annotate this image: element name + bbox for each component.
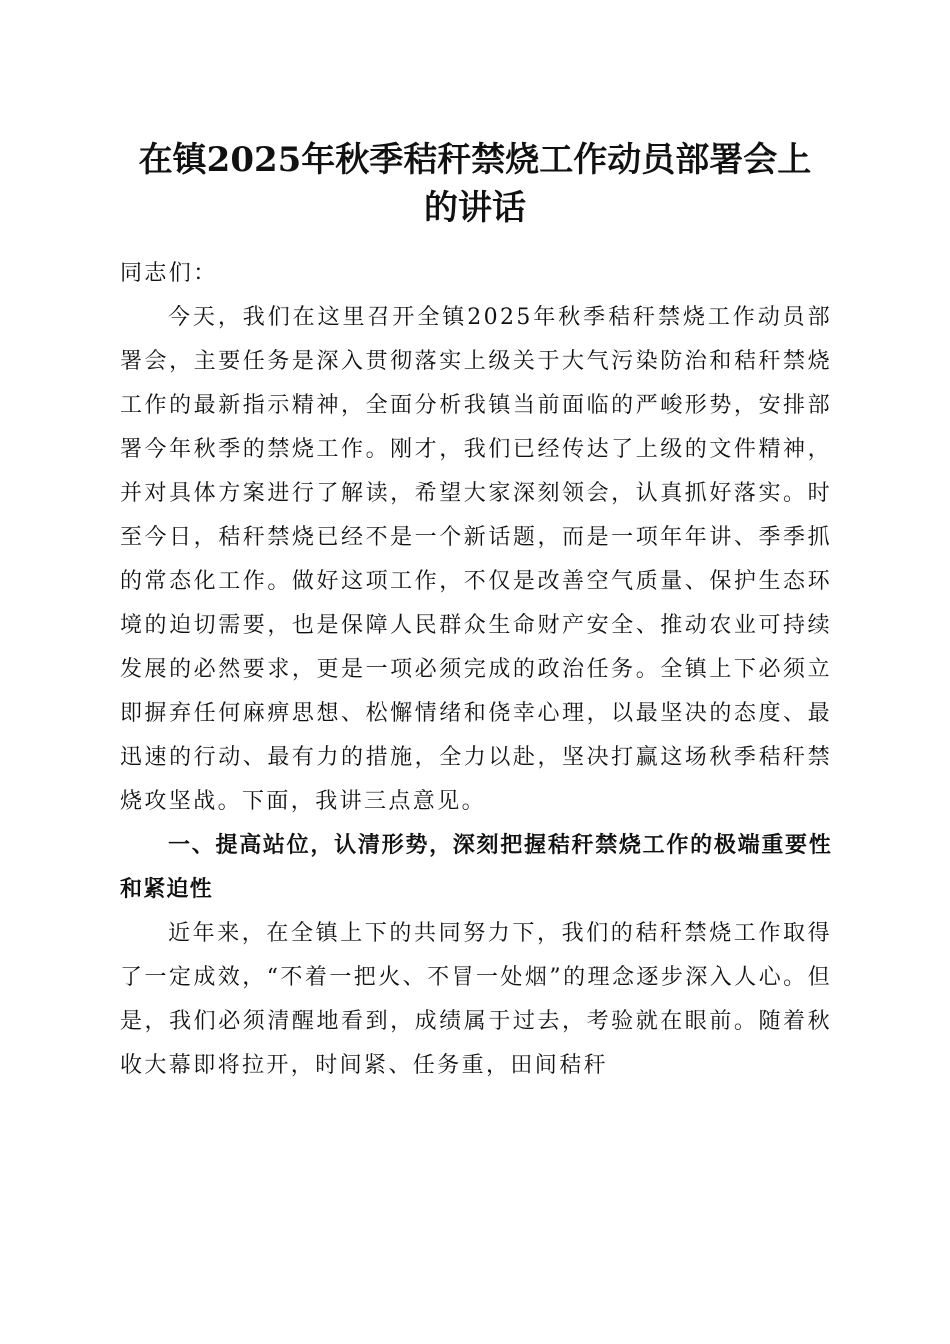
opening-paragraph: 今天，我们在这里召开全镇2025年秋季秸秆禁烧工作动员部署会，主要任务是深入贯彻落实上级关于大气污染防治和秸秆禁烧工作的最新指示精神，全面分析我镇当前面临的严峻形势，安排部署今年秋季的禁烧工作。刚才，我们已经传达了上级的文件精神，并对具体方案进行了解读，希望大家深刻领会，认真抓好落实。时至今日，秸秆禁烧已经不是一个新话题，而是一项年年讲、季季抓的常态化工作。做好这项工作，不仅是改善空气质量、保护生态环境的迫切需要，也是保障人民群众生命财产安全、推动农业可持续发展的必然要求，更是一项必须完成的政治任务。全镇上下必须立即摒弃任何麻痹思想、松懈情绪和侥幸心理，以最坚决的态度、最迅速的行动、最有力的措施，全力以赴，坚决打赢这场秋季秸秆禁烧攻坚战。下面，我讲三点意见。 — [120, 305, 832, 814]
title-line-1: 在镇2025年秋季秸秆禁烧工作动员部署会上 — [138, 140, 812, 180]
title-line-2: 的讲话 — [424, 188, 526, 228]
document-title — [120, 136, 830, 232]
document-body — [120, 252, 832, 1088]
section-heading-1: 一、提高站位，认清形势，深刻把握秸秆禁烧工作的极端重要性和紧迫性 — [120, 833, 832, 902]
salutation: 同志们： — [120, 261, 218, 286]
section-1-paragraph: 近年来，在全镇上下的共同努力下，我们的秸秆禁烧工作取得了一定成效，“不着一把火、不冒一处烟”的理念逐步深入人心。但是，我们必须清醒地看到，成绩属于过去，考验就在眼前。随着秋收大幕即将拉开，时间紧、任务重，田间秸秆 — [120, 921, 832, 1078]
